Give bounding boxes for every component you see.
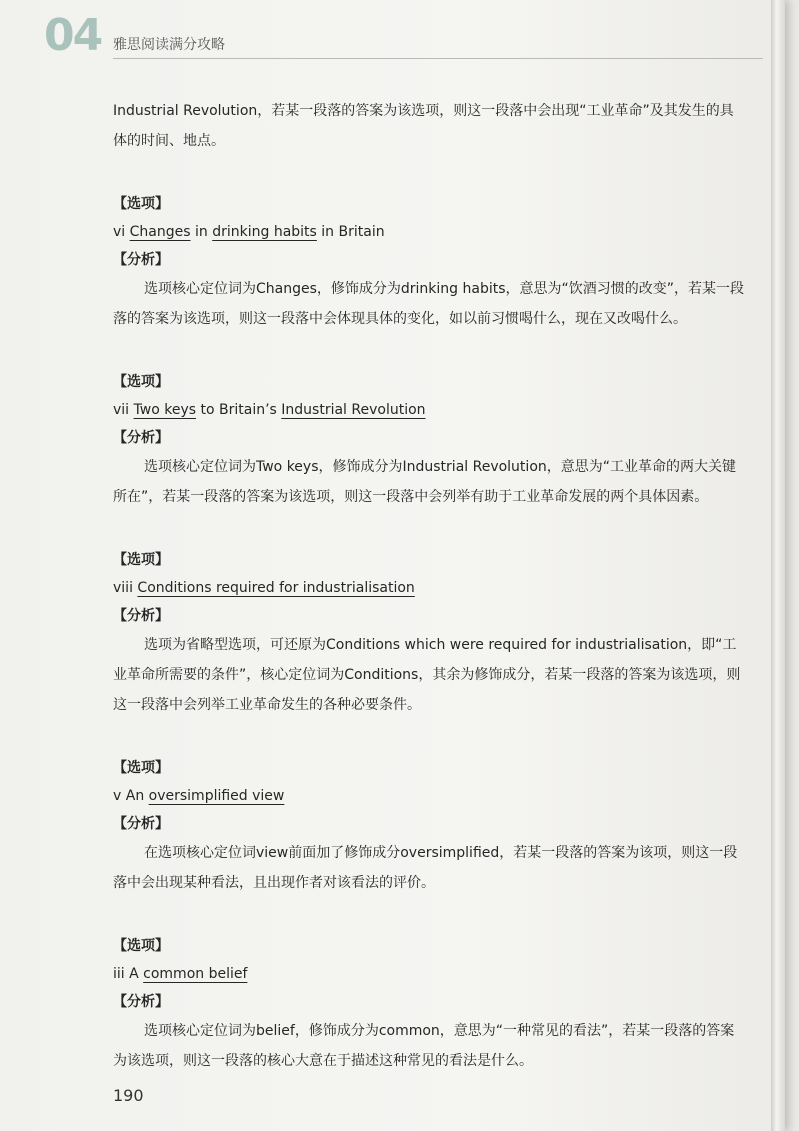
option-keyword: Conditions required for industrialisation xyxy=(137,580,415,596)
analysis-label: 【分析】 xyxy=(113,430,169,446)
analysis-label: 【分析】 xyxy=(113,994,169,1010)
option-numeral: vii xyxy=(113,402,130,418)
option-text xyxy=(113,574,745,602)
option-section xyxy=(113,190,745,334)
option-section xyxy=(113,754,745,898)
intro-paragraph: Industrial Revolution，若某一段落的答案为该选项，则这一段落中会出现“工业革命”及其发生的具体的时间、地点。 xyxy=(113,103,734,149)
analysis-label: 【分析】 xyxy=(113,816,169,832)
option-label: 【选项】 xyxy=(113,552,169,568)
option-part: to Britain’s xyxy=(196,402,282,418)
option-text xyxy=(113,782,745,810)
option-text xyxy=(113,396,745,424)
book-title: 雅思阅读满分攻略 xyxy=(113,37,225,53)
page-number: 190 xyxy=(113,1086,144,1105)
analysis-text: 选项核心定位词为belief，修饰成分为common，意思为“一种常见的看法”，若某一段落的答案为该选项，则这一段落的核心大意在于描述这种常见的看法是什么。 xyxy=(113,1023,735,1069)
option-label: 【选项】 xyxy=(113,196,169,212)
analysis-label: 【分析】 xyxy=(113,252,169,268)
option-keyword: Changes xyxy=(129,224,191,240)
option-part: An xyxy=(125,788,149,804)
page-content xyxy=(113,96,745,1076)
header-divider xyxy=(113,58,763,59)
analysis-label: 【分析】 xyxy=(113,608,169,624)
option-numeral: v xyxy=(113,788,122,804)
option-keyword: drinking habits xyxy=(212,224,317,240)
option-keyword: common belief xyxy=(143,966,248,982)
option-text xyxy=(113,218,745,246)
option-part: in xyxy=(190,224,213,240)
option-section xyxy=(113,368,745,512)
analysis-text: 在选项核心定位词view前面加了修饰成分oversimplified，若某一段落的答案为该项，则这一段落中会出现某种看法，且出现作者对该看法的评价。 xyxy=(113,845,738,891)
option-text xyxy=(113,960,745,988)
analysis-text: 选项核心定位词为Two keys，修饰成分为Industrial Revolution，意思为“工业革命的两大关键所在”，若某一段落的答案为该选项，则这一段落中会列举有助于工业革命发展的两个具体因素。 xyxy=(113,459,737,505)
option-label: 【选项】 xyxy=(113,938,169,954)
analysis-text: 选项核心定位词为Changes，修饰成分为drinking habits，意思为“饮酒习惯的改变”，若某一段落的答案为该选项，则这一段落中会体现具体的变化，如以前习惯喝什么，现在又改喝什么。 xyxy=(113,281,745,327)
option-section xyxy=(113,546,745,720)
option-keyword: Two keys xyxy=(133,402,197,418)
option-label: 【选项】 xyxy=(113,374,169,390)
option-part: in Britain xyxy=(316,224,385,240)
option-numeral: vi xyxy=(113,224,126,240)
chapter-number: 04 xyxy=(44,10,102,61)
option-part: A xyxy=(129,966,144,982)
option-label: 【选项】 xyxy=(113,760,169,776)
option-keyword: Industrial Revolution xyxy=(281,402,426,418)
option-numeral: viii xyxy=(113,580,133,596)
option-keyword: oversimplified view xyxy=(148,788,285,804)
option-numeral: iii xyxy=(113,966,125,982)
sections-container xyxy=(113,190,745,1076)
option-section xyxy=(113,932,745,1076)
page-edge xyxy=(771,0,785,1131)
analysis-text: 选项为省略型选项，可还原为Conditions which were required for industrialisation，即“工业革命所需要的条件”，核心定位词为Conditions，其余为修饰成分，若某一段落的答案为该选项，则这一段落中会列举工业革命发生的各种必要条件。 xyxy=(113,637,741,713)
